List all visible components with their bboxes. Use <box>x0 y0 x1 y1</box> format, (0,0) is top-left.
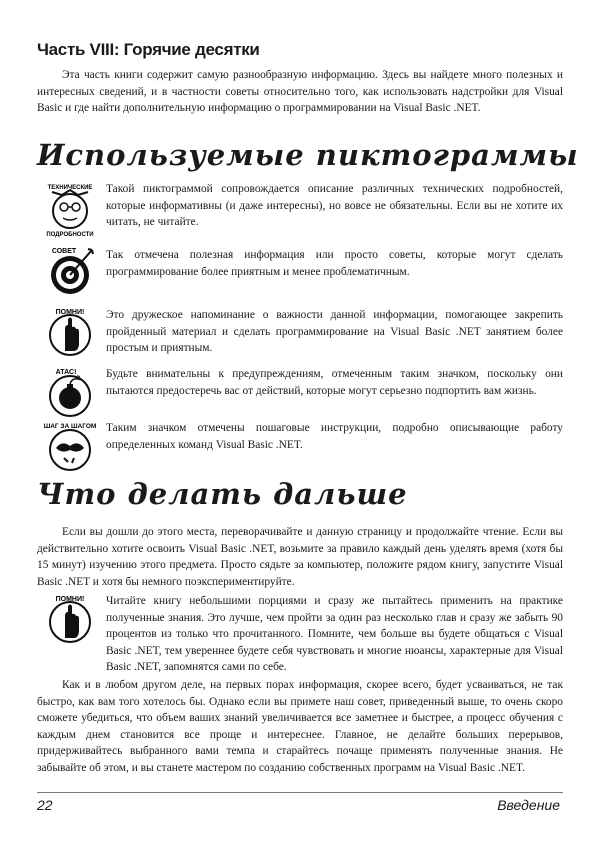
warning-bomb-icon <box>42 363 98 419</box>
icon-desc-remember: Это дружеское напоминание о важности данной информации, помогающее закрепить пройденный материал и сделать программирование на Visual Basic .NET занятием более простым и приятным. <box>106 309 563 355</box>
remember-icon-2-caption: ПОМНИ! <box>55 596 85 603</box>
step-icon-caption: ШАГ ЗА ШАГОМ <box>43 423 97 430</box>
warning-icon-caption: АТАС! <box>55 369 77 376</box>
page-number: 22 <box>37 797 53 813</box>
tip-icon-caption: СОВЕТ <box>51 248 77 255</box>
icon-desc-tip: Так отмечена полезная информация или просто советы, которые могут сделать программирование более приятным и менее проблематичным. <box>106 249 563 278</box>
icon-desc-technical: Такой пиктограммой сопровождается описание различных технических подробностей, которые информативны (и даже интересны), но вовсе не обязательны. Если вы не хотите их читать, не читайте. <box>106 183 563 229</box>
technical-details-icon <box>42 182 98 238</box>
next-section-heading: Что делать дальше <box>37 477 408 511</box>
next-paragraph-2: Как и в любом другом деле, на первых порах информация, скорее всего, будет усваиваться, не так быстро, как вам того хотелось бы. Однако если вы примете наш совет, приведенный выше, то очень скоро сможете убедиться, что объем ваших знаний увеличивается все заметнее и быстрее, а процесс обучения с каждым днем становится все проще и интереснее. Главное, не делайте больших перерывов, придерживайтесь выбранного вами темпа и старайтесь почаще применять полученные знания. Не забывайте об этом, и вы станете мастером по созданию собственных программ на Visual Basic .NET. <box>37 679 563 774</box>
technical-details-icon-caption: ТЕХНИЧЕСКИЕ <box>47 185 93 191</box>
footer-chapter-title: Введение <box>497 797 560 813</box>
intro-paragraph: Эта часть книги содержит самую разнообразную информацию. Здесь вы найдете много полезных и интересных сведений, и в частности советы относительно того, как использовать надстройки для Visual Basic и где найти дополнительную информацию о программировании на Visual Basic .NET. <box>37 69 563 115</box>
step-by-step-icon <box>42 418 98 474</box>
tip-target-icon <box>42 244 98 300</box>
remember-hand-icon <box>42 305 98 361</box>
icon-desc-warning: Будьте внимательны к предупреждениям, отмеченным таким значком, поскольку они пытаются предостеречь вас от действий, которые могут серьезно подпортить вам жизнь. <box>106 368 563 397</box>
remember-hand-icon-2 <box>42 592 98 648</box>
technical-details-icon-caption-2: ПОДРОБНОСТИ <box>46 232 94 238</box>
next-paragraph-1: Если вы дошли до этого места, переворачивайте и данную страницу и продолжайте чтение. Если вы действительно хотите освоить Visual Basic .NET, возьмите за правило каждый день уделять время (хотя бы 15 минут) изучению этого предмета. Просто сядьте за компьютер, положите рядом книгу, запустите Visual Basic .NET и хотя бы немного поэкспериментируйте. <box>37 526 563 588</box>
icon-desc-steps: Таким значком отмечены пошаговые инструкции, подробно описывающие работу определенных команд Visual Basic .NET. <box>106 422 563 451</box>
remember-icon-caption: ПОМНИ! <box>55 309 85 316</box>
icons-section-heading: Используемые пиктограммы <box>37 138 579 172</box>
remember-tip-text: Читайте книгу небольшими порциями и сразу же пытайтесь применить на практике полученные знания. Это лучше, чем пройти за один раз несколько глав и сразу же забыть 90 процентов из только что прочитанного. Помните, чем больше вы будете общаться с Visual Basic .NET, тем увереннее будете себя чувствовать и многие нюансы, характерные для Visual Basic .NET, запомнятся сами по себе. <box>106 595 563 674</box>
part-heading: Часть VIII: Горячие десятки <box>37 40 260 59</box>
footer-rule <box>37 792 563 793</box>
